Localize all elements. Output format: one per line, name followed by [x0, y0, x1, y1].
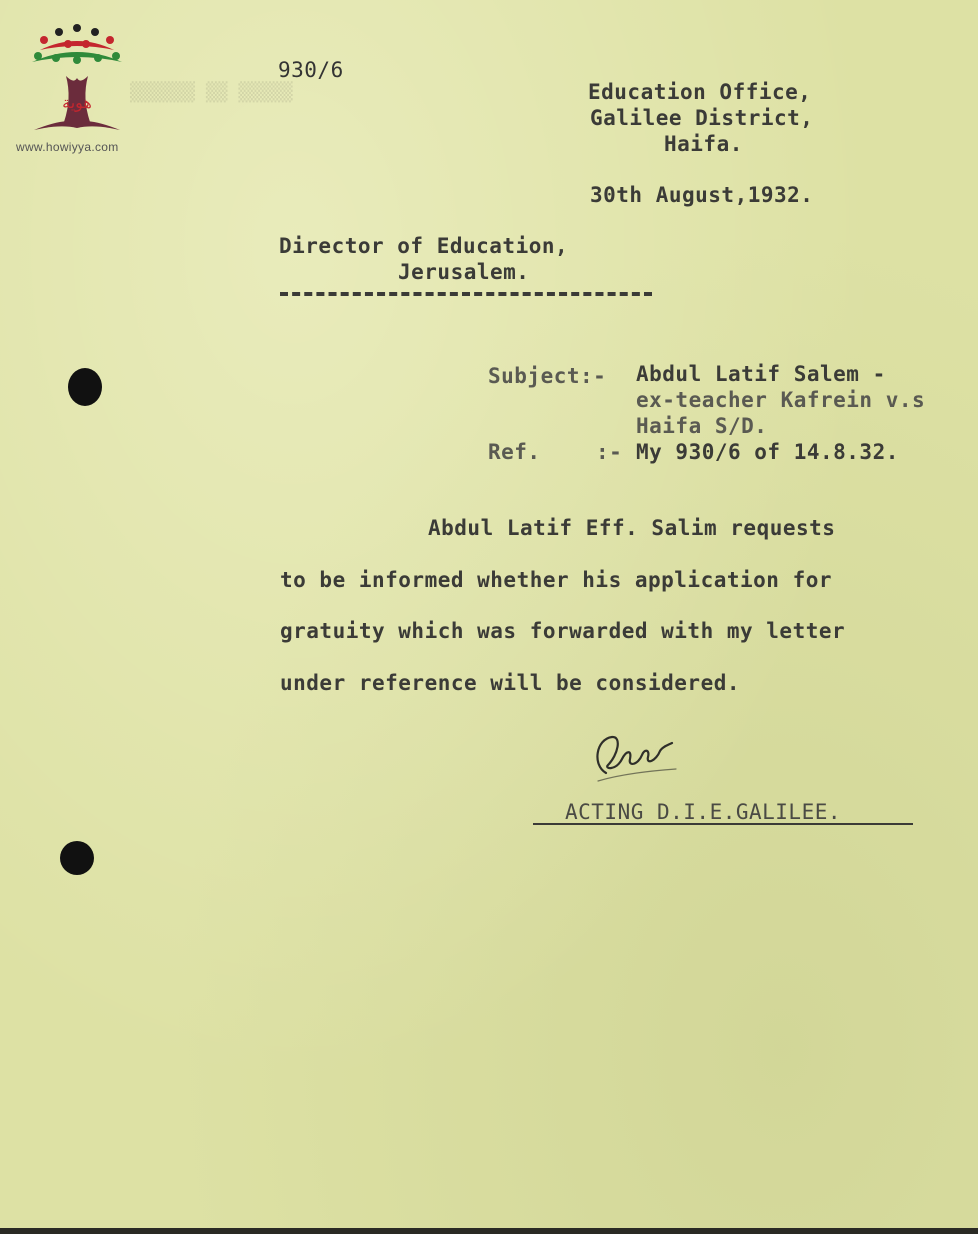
file-reference: 930/6	[278, 58, 344, 82]
scan-bottom-edge	[0, 1228, 978, 1234]
sender-line-3: Haifa.	[664, 132, 743, 156]
punch-hole-bottom	[60, 841, 94, 875]
ref-value: My 930/6 of 14.8.32.	[636, 440, 899, 464]
sender-line-1: Education Office,	[588, 80, 812, 104]
subject-line-3: Haifa S/D.	[636, 414, 768, 438]
signature-title: ACTING D.I.E.GALILEE.	[565, 800, 842, 824]
howiyya-logo	[14, 18, 140, 158]
body-line-2: to be informed whether his application for	[280, 568, 833, 592]
subject-label: Subject:-	[488, 364, 607, 388]
recipient-line-1: Director of Education,	[279, 234, 569, 258]
recipient-underline	[280, 292, 652, 296]
subject-line-2: ex-teacher Kafrein v.s	[636, 388, 926, 412]
punch-hole-top	[68, 368, 102, 406]
bleed-through-text: ▒▒▒▒▒ ▒▒ ▒▒▒▒▒▒	[130, 82, 293, 103]
people-icons	[32, 24, 122, 64]
letter-date: 30th August,1932.	[590, 183, 814, 207]
watermark-url: www.howiyya.com	[16, 140, 119, 154]
handwritten-signature	[588, 725, 684, 785]
ref-label: Ref.	[488, 440, 541, 464]
body-line-3: gratuity which was forwarded with my letter	[280, 619, 846, 643]
signature-rule	[533, 823, 913, 825]
logo-arabic-text: هوية	[62, 93, 92, 112]
tree-roots	[34, 121, 120, 130]
sender-line-2: Galilee District,	[590, 106, 814, 130]
subject-line-1: Abdul Latif Salem -	[636, 362, 886, 386]
body-line-4: under reference will be considered.	[280, 671, 741, 695]
recipient-line-2: Jerusalem.	[398, 260, 530, 284]
body-line-1: Abdul Latif Eff. Salim requests	[428, 516, 836, 540]
ref-separator: :-	[596, 440, 623, 464]
